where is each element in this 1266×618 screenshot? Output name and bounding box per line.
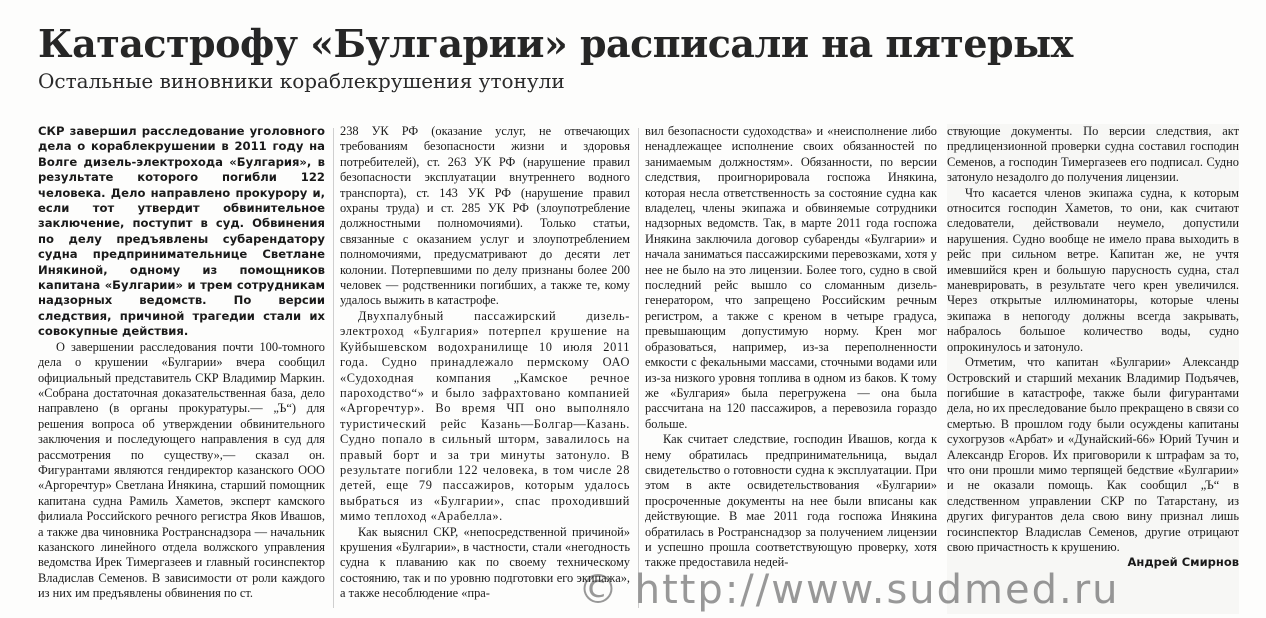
article-paragraph: 238 УК РФ (оказание услуг, не отвечающих требованиям безопасности жизни и здоровья потребителей), ст. 263 УК РФ (нарушение правил безопасности эксплуатации внутреннего водного транспорта), ст. 143 УК РФ (нарушение правил охраны труда) и ст. 285 УК РФ (злоупотребление должностными полномочиями). Только статьи, связанные с оказанием услуг и злоупотреблением полномочиями, предусматривают до десяти лет колонии. Потерпевшими по делу признаны более 200 человек — родственники погибших, а также те, кому удалось выжить в катастрофе. — [340, 124, 630, 308]
article-paragraph: Что касается членов экипажа судна, к которым относится господин Хаметов, то они, как считают следователи, действовали неумело, допустили нарушения. Судно вообще не имело права выходить в рейс при сильном ветре. Капитан же, не учтя имевшийся крен и большую парусность судна, стал маневрировать, в результате чего крен увеличился. Через открытые иллюминаторы, которые члены экипажа в непогоду должны всегда закрывать, набралось большое количество воды, судно опрокинулось и затонуло. — [947, 185, 1239, 354]
article-paragraph: Как выяснил СКР, «непосредственной причиной» крушения «Булгарии», в частности, стали «негодность судна к плаванию как по своему техническому состоянию, так и по уровню подготовки его экипажа», а также несоблюдение «пра- — [340, 524, 630, 601]
article-subheadline: Остальные виновники кораблекрушения утонули — [38, 69, 565, 93]
site-watermark: © http://www.sudmed.ru — [578, 567, 1120, 613]
article-paragraph: Как считает следствие, господин Ивашов, когда к нему обратилась предпринимательница, выдал свидетельство о готовности судна к эксплуатации. При этом в акте освидетельствования «Булгарии» просроченные документы на нее были вписаны как действующие. В мае 2011 года госпожа Инякина обратилась в Ространснадзор за получением лицензии и успешно прошла соответствующую проверку, хотя также предоставила недей- — [645, 432, 937, 570]
article-paragraph: Двухпалубный пассажирский дизель-электроход «Булгария» потерпел крушение на Куйбышевском водохранилище 10 июля 2011 года. Судно принадлежало пермскому ОАО «Судоходная компания „Камское речное пароходство“» и было зафрахтовано компанией «Аргоречтур». Во время ЧП оно выполняло туристический рейс Казань—Болгар—Казань. Судно попало в сильный шторм, завалилось на правый борт и за три минуты затонуло. В результате погибли 122 человека, в том числе 28 детей, еще 79 пассажиров, которым удалось выбраться из «Булгарии», спас проходивший мимо теплоход «Арабелла». — [340, 308, 630, 524]
column-divider — [638, 128, 639, 608]
article-paragraph: О завершении расследования почти 100-томного дела о крушении «Булгарии» вчера сообщил официальный представитель СКР Владимир Маркин. «Собрана достаточная доказательственная база, дело направлено (в органы прокуратуры.— „Ъ“) для решения вопроса об утверждении обвинительного заключения и последующего направления в суд для рассмотрения по существу»,— сказал он. Фигурантами являются гендиректор казанского ООО «Аргоречтур» Светлана Инякина, старший помощник капитана судна Рамиль Хаметов, эксперт камского филиала Российского речного регистра Яков Ивашов, а также два чиновника Ространснадзора — начальник казанского линейного отдела волжского управления ведомства Ирек Тимергазеев и главный госинспектор Владислав Семенов. В зависимости от роли каждого из них им предъявлены обвинения по ст. — [38, 339, 325, 601]
article-paragraph: Отметим, что капитан «Булгарии» Александр Островский и старший механик Владимир Подъячев, погибшие в катастрофе, также были фигурантами дела, но их преследование было прекращено в связи со смертью. В прошлом году были осуждены капитаны сухогрузов «Арбат» и «Дунайский-66» Юрий Тучин и Александр Егоров. Их приговорили к штрафам за то, что они прошли мимо терпящей бедствие «Булгарии» и не оказали помощь. Как сообщил „Ъ“ в следственном управлении СКР по Татарстану, из других фигурантов дела свою вину признал лишь госинспектор Владислав Семенов, другие отрицают свою причастность к крушению. — [947, 355, 1239, 554]
article-byline: Андрей Смирнов — [1127, 555, 1239, 570]
article-lead: СКР завершил расследование уголовного дела о кораблекрушении в 2011 году на Волге дизель-электрохода «Булгария», в результате которого погибли 122 человека. Дело направлено прокурору и, если тот утвердит обвинительное заключение, поступит в суд. Обвинения по делу предъявлены субарендатору судна предпринимательнице Светлане Инякиной, одному из помощников капитана «Булгарии» и трем сотрудникам надзорных ведомств. По версии следствия, причиной трагедии стали их совокупные действия. — [38, 124, 325, 339]
text-column-4 — [947, 124, 1239, 614]
text-column-2 — [340, 124, 630, 614]
text-column-3 — [645, 124, 937, 614]
column-divider — [333, 128, 334, 608]
article-paragraph: ствующие документы. По версии следствия, акт предлицензионной проверки судна составил господин Семенов, а господин Тимергазеев его подписал. Судно затонуло незадолго до получения лицензии. — [947, 124, 1239, 185]
article-headline: Катастрофу «Булгарии» расписали на пятерых — [38, 21, 1073, 66]
text-column-1 — [38, 124, 325, 614]
article-paragraph: вил безопасности судоходства» и «неисполнение либо ненадлежащее исполнение своих обязанностей по занимаемым должностям». Обязанности, по версии следствия, проигнорировала госпожа Инякина, которая несла ответственность за состояние судна как владелец, члены экипажа и обвиняемые сотрудники надзорных ведомств. Так, в марте 2011 года госпожа Инякина заключила договор субаренды «Булгарии» и начала заниматься пассажирскими перевозками, хотя у нее не было на это лицензии. Более того, судно в свой последний рейс вышло со сломанным дизель-генератором, что запрещено Российским речным регистром, а также с креном в четыре градуса, превышающим допустимую норму. Крен мог образоваться, например, из-за переполненности емкости с фекальными массами, сточными водами или из-за низкого уровня топлива в одном из баков. К тому же «Булгария» была перегружена — она была рассчитана на 120 пассажиров, а перевозила гораздо больше. — [645, 124, 937, 431]
